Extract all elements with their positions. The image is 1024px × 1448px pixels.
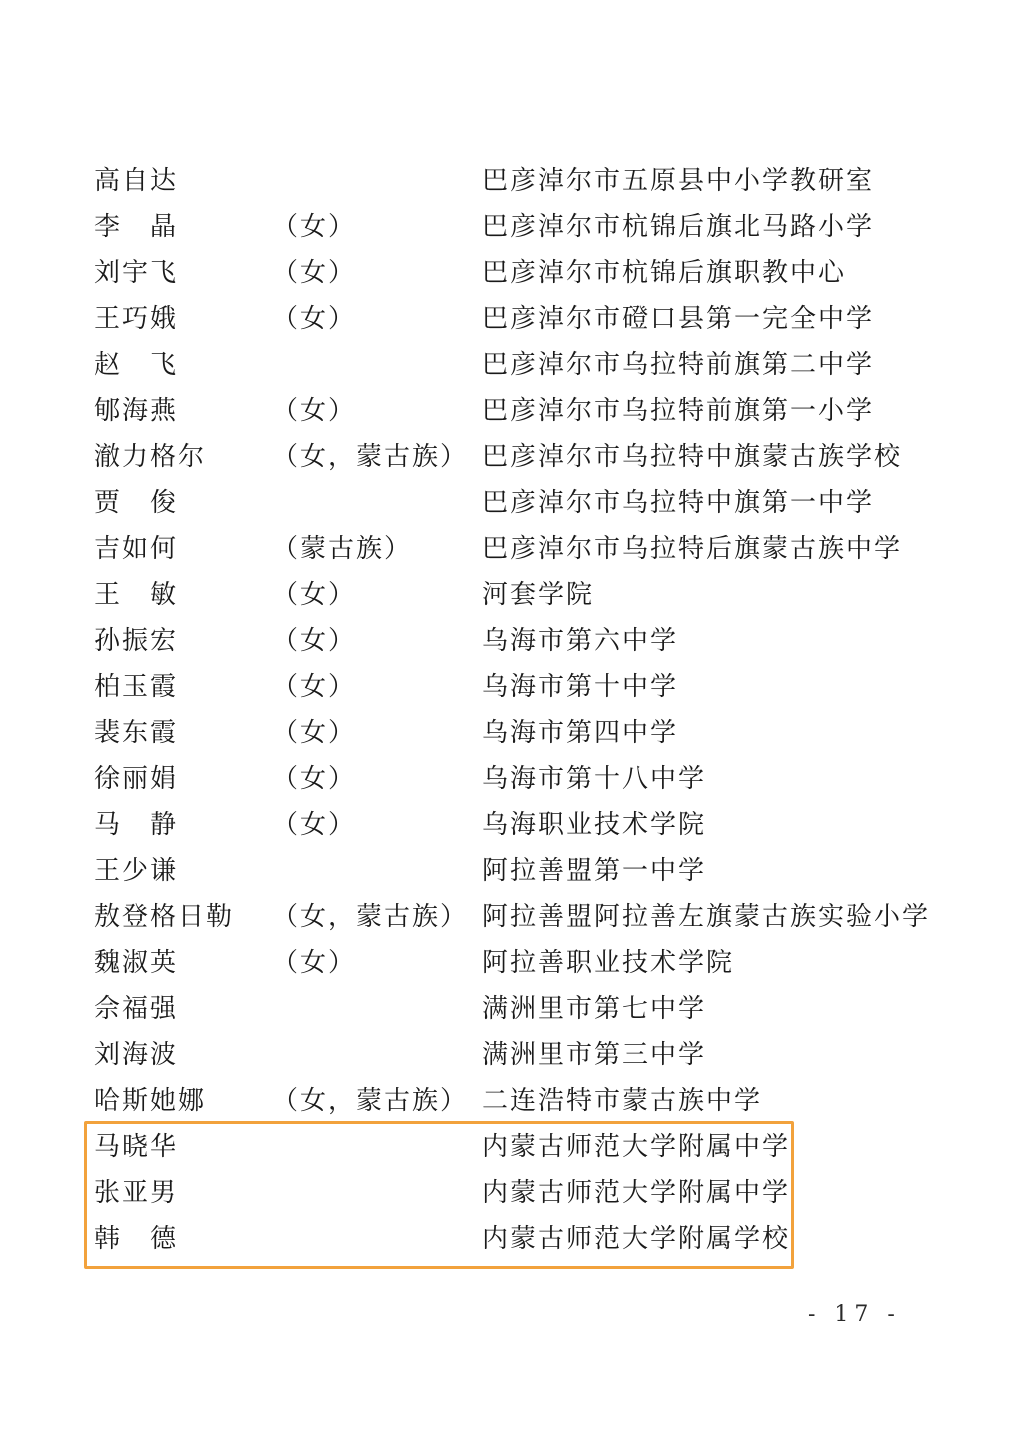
organization: 巴彦淖尔市五原县中小学教研室 — [482, 166, 875, 196]
person-note: （女） — [272, 580, 357, 610]
organization: 巴彦淖尔市杭锦后旗北马路小学 — [482, 212, 875, 242]
organization: 巴彦淖尔市磴口县第一完全中学 — [482, 304, 875, 334]
organization: 阿拉善职业技术学院 — [482, 948, 735, 978]
person-name: 赵 飞 — [94, 350, 179, 380]
list-item — [0, 618, 1024, 664]
person-note: （女） — [272, 304, 357, 334]
person-name: 郇海燕 — [94, 396, 179, 426]
list-item — [0, 204, 1024, 250]
list-item — [0, 848, 1024, 894]
organization: 内蒙古师范大学附属学校 — [482, 1224, 791, 1254]
person-name: 敖登格日勒 — [94, 902, 235, 932]
person-note: （女，蒙古族） — [272, 442, 469, 472]
list-item — [0, 802, 1024, 848]
list-item — [0, 526, 1024, 572]
person-name: 吉如何 — [94, 534, 179, 564]
list-item — [0, 250, 1024, 296]
organization: 巴彦淖尔市乌拉特后旗蒙古族中学 — [482, 534, 903, 564]
list-item — [0, 388, 1024, 434]
person-note: （女） — [272, 948, 357, 978]
organization: 阿拉善盟第一中学 — [482, 856, 707, 886]
person-name: 刘海波 — [94, 1040, 179, 1070]
list-item — [0, 940, 1024, 986]
list-item — [0, 710, 1024, 756]
organization: 内蒙古师范大学附属中学 — [482, 1178, 791, 1208]
list-item — [0, 756, 1024, 802]
person-note: （女，蒙古族） — [272, 902, 469, 932]
person-name: 张亚男 — [94, 1178, 179, 1208]
person-name: 贾 俊 — [94, 488, 179, 518]
organization: 巴彦淖尔市乌拉特中旗蒙古族学校 — [482, 442, 903, 472]
person-name: 王少谦 — [94, 856, 179, 886]
list-item — [0, 1032, 1024, 1078]
organization: 满洲里市第三中学 — [482, 1040, 707, 1070]
person-name: 孙振宏 — [94, 626, 179, 656]
person-note: （女） — [272, 718, 357, 748]
person-name: 魏淑英 — [94, 948, 179, 978]
person-note: （女） — [272, 258, 357, 288]
person-note: （女，蒙古族） — [272, 1086, 469, 1116]
organization: 巴彦淖尔市杭锦后旗职教中心 — [482, 258, 847, 288]
person-note: （女） — [272, 396, 357, 426]
organization: 二连浩特市蒙古族中学 — [482, 1086, 763, 1116]
person-name: 马晓华 — [94, 1132, 179, 1162]
person-name: 澈力格尔 — [94, 442, 207, 472]
list-item — [0, 158, 1024, 204]
person-name: 徐丽娟 — [94, 764, 179, 794]
organization: 河套学院 — [482, 580, 595, 610]
organization: 巴彦淖尔市乌拉特前旗第二中学 — [482, 350, 875, 380]
organization: 乌海市第十中学 — [482, 672, 679, 702]
person-name: 李 晶 — [94, 212, 179, 242]
person-note: （女） — [272, 212, 357, 242]
person-name: 高自达 — [94, 166, 179, 196]
list-item — [0, 986, 1024, 1032]
person-name: 哈斯她娜 — [94, 1086, 207, 1116]
list-item — [0, 342, 1024, 388]
list-item — [0, 296, 1024, 342]
person-name: 韩 德 — [94, 1224, 179, 1254]
person-name: 柏玉霞 — [94, 672, 179, 702]
list-item — [0, 1078, 1024, 1124]
organization: 巴彦淖尔市乌拉特前旗第一小学 — [482, 396, 875, 426]
organization: 乌海市第四中学 — [482, 718, 679, 748]
person-name: 王巧娥 — [94, 304, 179, 334]
person-name: 刘宇飞 — [94, 258, 179, 288]
list-item — [0, 572, 1024, 618]
page-number: - 17 - — [808, 1302, 901, 1327]
organization: 阿拉善盟阿拉善左旗蒙古族实验小学 — [482, 902, 931, 932]
person-note: （女） — [272, 764, 357, 794]
person-name: 马 静 — [94, 810, 179, 840]
organization: 满洲里市第七中学 — [482, 994, 707, 1024]
person-name: 王 敏 — [94, 580, 179, 610]
person-name: 裴东霞 — [94, 718, 179, 748]
person-note: （蒙古族） — [272, 534, 413, 564]
person-note: （女） — [272, 626, 357, 656]
organization: 巴彦淖尔市乌拉特中旗第一中学 — [482, 488, 875, 518]
person-note: （女） — [272, 672, 357, 702]
list-item — [0, 894, 1024, 940]
person-name: 佘福强 — [94, 994, 179, 1024]
list-item — [0, 480, 1024, 526]
organization: 乌海职业技术学院 — [482, 810, 707, 840]
organization: 乌海市第六中学 — [482, 626, 679, 656]
highlight-box — [84, 1121, 794, 1269]
person-note: （女） — [272, 810, 357, 840]
organization: 内蒙古师范大学附属中学 — [482, 1132, 791, 1162]
list-item — [0, 434, 1024, 480]
organization: 乌海市第十八中学 — [482, 764, 707, 794]
list-item — [0, 664, 1024, 710]
